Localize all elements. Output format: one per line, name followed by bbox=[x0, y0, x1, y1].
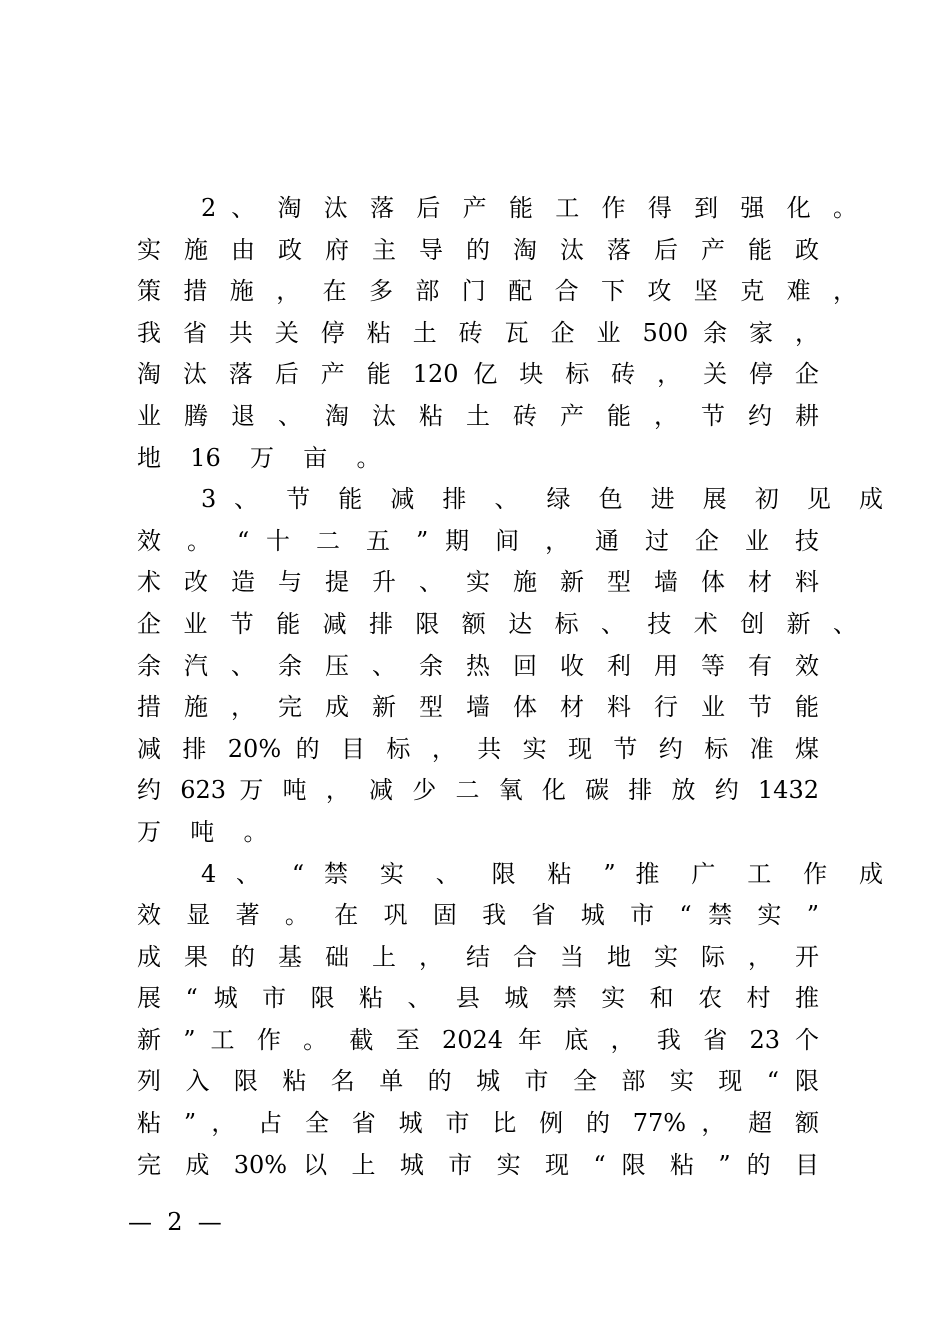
text-line: 列 入 限 粘 名 单 的 城 市 全 部 实 现 “ 限 bbox=[137, 1067, 819, 1096]
text-line: 成 果 的 基 础 上 ， 结 合 当 地 实 际 ， 开 bbox=[137, 942, 819, 971]
text-line: 淘 汰 落 后 产 能 120 亿 块 标 砖 ， 关 停 企 bbox=[137, 360, 819, 389]
text-line: 新 ” 工 作 。 截 至 2024 年 底 ， 我 省 23 个 bbox=[137, 1025, 819, 1054]
text-line: 效 。 “ 十 二 五 ” 期 间 ， 通 过 企 业 技 bbox=[137, 526, 819, 555]
text-line: 实 施 由 政 府 主 导 的 淘 汰 落 后 产 能 政 bbox=[137, 235, 819, 264]
text-line: 地 16 万 亩 。 bbox=[137, 443, 381, 472]
text-line: 企 业 节 能 减 排 限 额 达 标 、 技 术 创 新 、 bbox=[137, 609, 857, 638]
text-line: 万 吨 。 bbox=[137, 817, 268, 846]
text-line: 我 省 共 关 停 粘 土 砖 瓦 企 业 500 余 家 ， bbox=[137, 318, 819, 347]
text-line: 约 623 万 吨 ， 减 少 二 氧 化 碳 排 放 约 1432 bbox=[137, 776, 819, 805]
text-line: 业 腾 退 、 淘 汰 粘 土 砖 产 能 ， 节 约 耕 bbox=[137, 401, 819, 430]
text-line: 完 成 30% 以 上 城 市 实 现 “ 限 粘 ” 的 目 bbox=[137, 1150, 819, 1179]
text-line: 效 显 著 。 在 巩 固 我 省 城 市 “ 禁 实 ” bbox=[137, 901, 819, 930]
page-number: — 2 — bbox=[128, 1208, 222, 1236]
text-line: 减 排 20% 的 目 标 ， 共 实 现 节 约 标 准 煤 bbox=[137, 734, 819, 763]
text-line: 措 施 ， 完 成 新 型 墙 体 材 料 行 业 节 能 bbox=[137, 693, 819, 722]
text-line: 粘 ” ， 占 全 省 城 市 比 例 的 77% ， 超 额 bbox=[137, 1109, 819, 1138]
text-line: 余 汽 、 余 压 、 余 热 回 收 利 用 等 有 效 bbox=[137, 651, 819, 680]
text-line: 3 、 节 能 减 排 、 绿 色 进 展 初 见 成 bbox=[201, 485, 883, 514]
text-line: 2 、 淘 汰 落 后 产 能 工 作 得 到 强 化 。 bbox=[201, 194, 857, 222]
text-line: 4 、 “ 禁 实 、 限 粘 ” 推 广 工 作 成 bbox=[201, 859, 883, 888]
text-line: 展 “ 城 市 限 粘 、 县 城 禁 实 和 农 村 推 bbox=[137, 984, 819, 1013]
text-line: 术 改 造 与 提 升 、 实 施 新 型 墙 体 材 料 bbox=[137, 568, 819, 597]
body-text bbox=[137, 188, 883, 1186]
text-line: 策 措 施 ， 在 多 部 门 配 合 下 攻 坚 克 难 ， bbox=[137, 277, 857, 306]
